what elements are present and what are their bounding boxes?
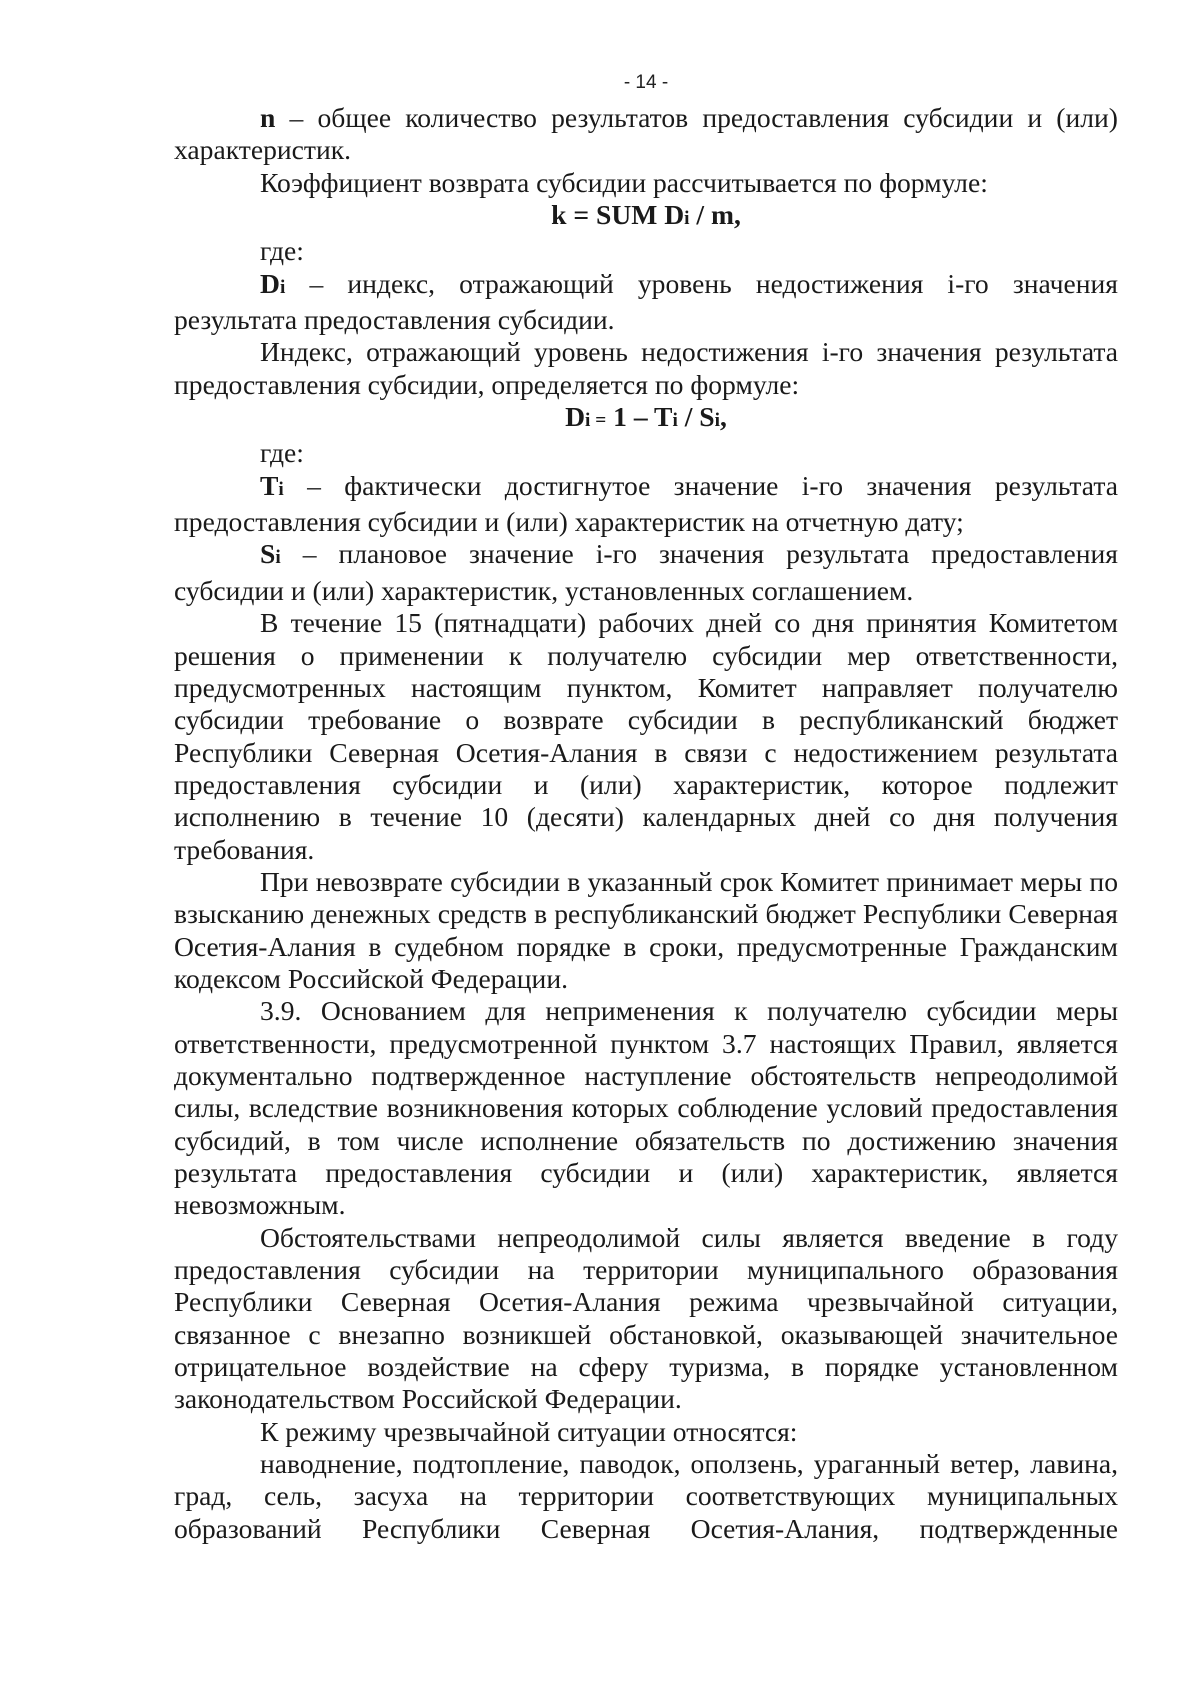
paragraph-emergency-intro: К режиму чрезвычайной ситуации относятся: — [260, 1415, 798, 1447]
paragraph-force-majeure: Обстоятельствами непреодолимой силы является введение в году предоставления субсидии на территории муниципального образования Республики Северная Осетия-Алания режима чрезвычайной ситуации, связанное с внезапно возникшей обстановкой, оказывающей значительное отрицательное воздействие на сферу туризма, в порядке установленном законодательством Российской Федерации. — [174, 1221, 1118, 1415]
paragraph-t-definition — [174, 470, 1118, 539]
paragraph-text: – фактически достигнутое значение i-го значения результата предоставления субсидии и (или) характеристик на отчетную дату; — [174, 469, 1118, 538]
where-label: где: — [260, 235, 304, 267]
paragraph-n-definition — [174, 102, 1118, 167]
paragraph-text: – индекс, отражающий уровень недостижения i-го значения результата предоставления субсидии. — [174, 267, 1118, 336]
paragraph-s-definition — [174, 538, 1118, 607]
paragraph-d-definition — [174, 268, 1118, 337]
paragraph-emergency-list: наводнение, подтопление, паводок, оползень, ураганный ветер, лавина, град, сель, засуха на территории соответствующих муниципальных образований Республики Северная Осетия-Алания, подтвержденные — [174, 1448, 1118, 1544]
paragraph-index-intro: Индекс, отражающий уровень недостижения i-го значения результата предоставления субсидии, определяется по формуле: — [174, 336, 1118, 400]
paragraph-recovery-measures: При невозврате субсидии в указанный срок Комитет принимает меры по взысканию денежных средств в республиканский бюджет Республики Северная Осетия-Алания в судебном порядке в сроки, предусмотренные Гражданским кодексом Российской Федерации. — [174, 865, 1118, 994]
page-number: - 14 - — [623, 72, 669, 93]
formula-index: Di = 1 – Ti / Si, — [565, 401, 727, 433]
term-n: n — [260, 102, 276, 133]
term-t: Ti — [260, 469, 284, 501]
paragraph-clause-3-9: 3.9. Основанием для неприменения к получателю субсидии меры ответственности, предусмотренной пунктом 3.7 настоящих Правил, является документально подтвержденное наступление обстоятельств непреодолимой силы, вследствие возникновения которых соблюдение условий предоставления субсидий, в том числе исполнение обязательств по достижению значения результата предоставления субсидии и (или) характеристик, является невозможным. — [174, 995, 1118, 1221]
paragraph-text: – общее количество результатов предоставления субсидии и (или) характеристик. — [174, 102, 1118, 166]
term-s: Si — [260, 538, 281, 570]
paragraph-text: – плановое значение i-го значения результата предоставления субсидии и (или) характеристик, установленных соглашением. — [174, 538, 1118, 606]
term-d: Di — [260, 267, 286, 299]
where-label: где: — [260, 437, 304, 469]
paragraph-return-requirement: В течение 15 (пятнадцати) рабочих дней со дня принятия Комитетом решения о применении к получателю субсидии мер ответственности, предусмотренных настоящим пунктом, Комитет направляет получателю субсидии требование о возврате субсидии в республиканский бюджет Республики Северная Осетия-Алания в связи с недостижением результата предоставления субсидии и (или) характеристик, которое подлежит исполнению в течение 10 (десяти) календарных дней со дня получения требования. — [174, 607, 1118, 865]
formula-coefficient: k = SUM Di / m, — [551, 199, 741, 231]
paragraph-coefficient-intro: Коэффициент возврата субсидии рассчитывается по формуле: — [260, 166, 988, 198]
